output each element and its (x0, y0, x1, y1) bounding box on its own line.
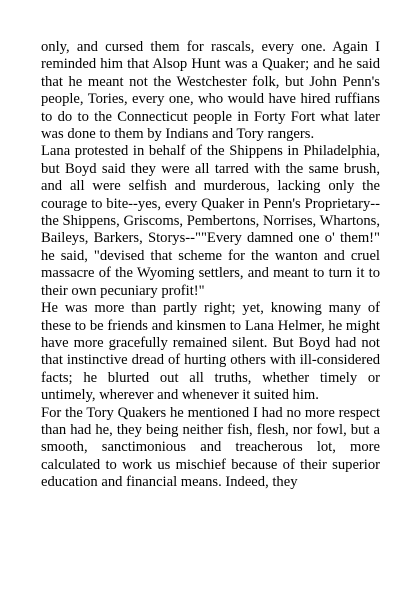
paragraph-4: For the Tory Quakers he mentioned I had no more respect than had he, they being neither fish, flesh, nor fowl, but a smooth, sanctimonious and treacherous lot, more calculated to work us mischief because of their superior education and financial means. Indeed, they (41, 404, 380, 491)
book-page-text (41, 39, 380, 492)
paragraph-1: only, and cursed them for rascals, every one. Again I reminded him that Alsop Hunt was a Quaker; and he said that he meant not the Westchester folk, but John Penn's people, Tories, every one, who would have hired ruffians to do to the Connecticut people in Forty Fort what later was done to them by Indians and Tory rangers. (41, 39, 380, 143)
paragraph-3: He was more than partly right; yet, knowing many of these to be friends and kinsmen to Lana Helmer, he might have more gracefully remained silent. But Boyd had not that instinctive dread of hurting others with ill-considered facts; he blurted out all truths, whether timely or untimely, wherever and whenever it suited him. (41, 300, 380, 404)
paragraph-2: Lana protested in behalf of the Shippens in Philadelphia, but Boyd said they were all tarred with the same brush, and all were selfish and murderous, lacking only the courage to bite--yes, every Quaker in Penn's Proprietary--the Shippens, Griscoms, Pembertons, Norrises, Whartons, Baileys, Barkers, Storys--""Every damned one o' them!" he said, "devised that scheme for the wanton and cruel massacre of the Wyoming settlers, and meant to turn it to their own pecuniary profit!" (41, 143, 380, 299)
